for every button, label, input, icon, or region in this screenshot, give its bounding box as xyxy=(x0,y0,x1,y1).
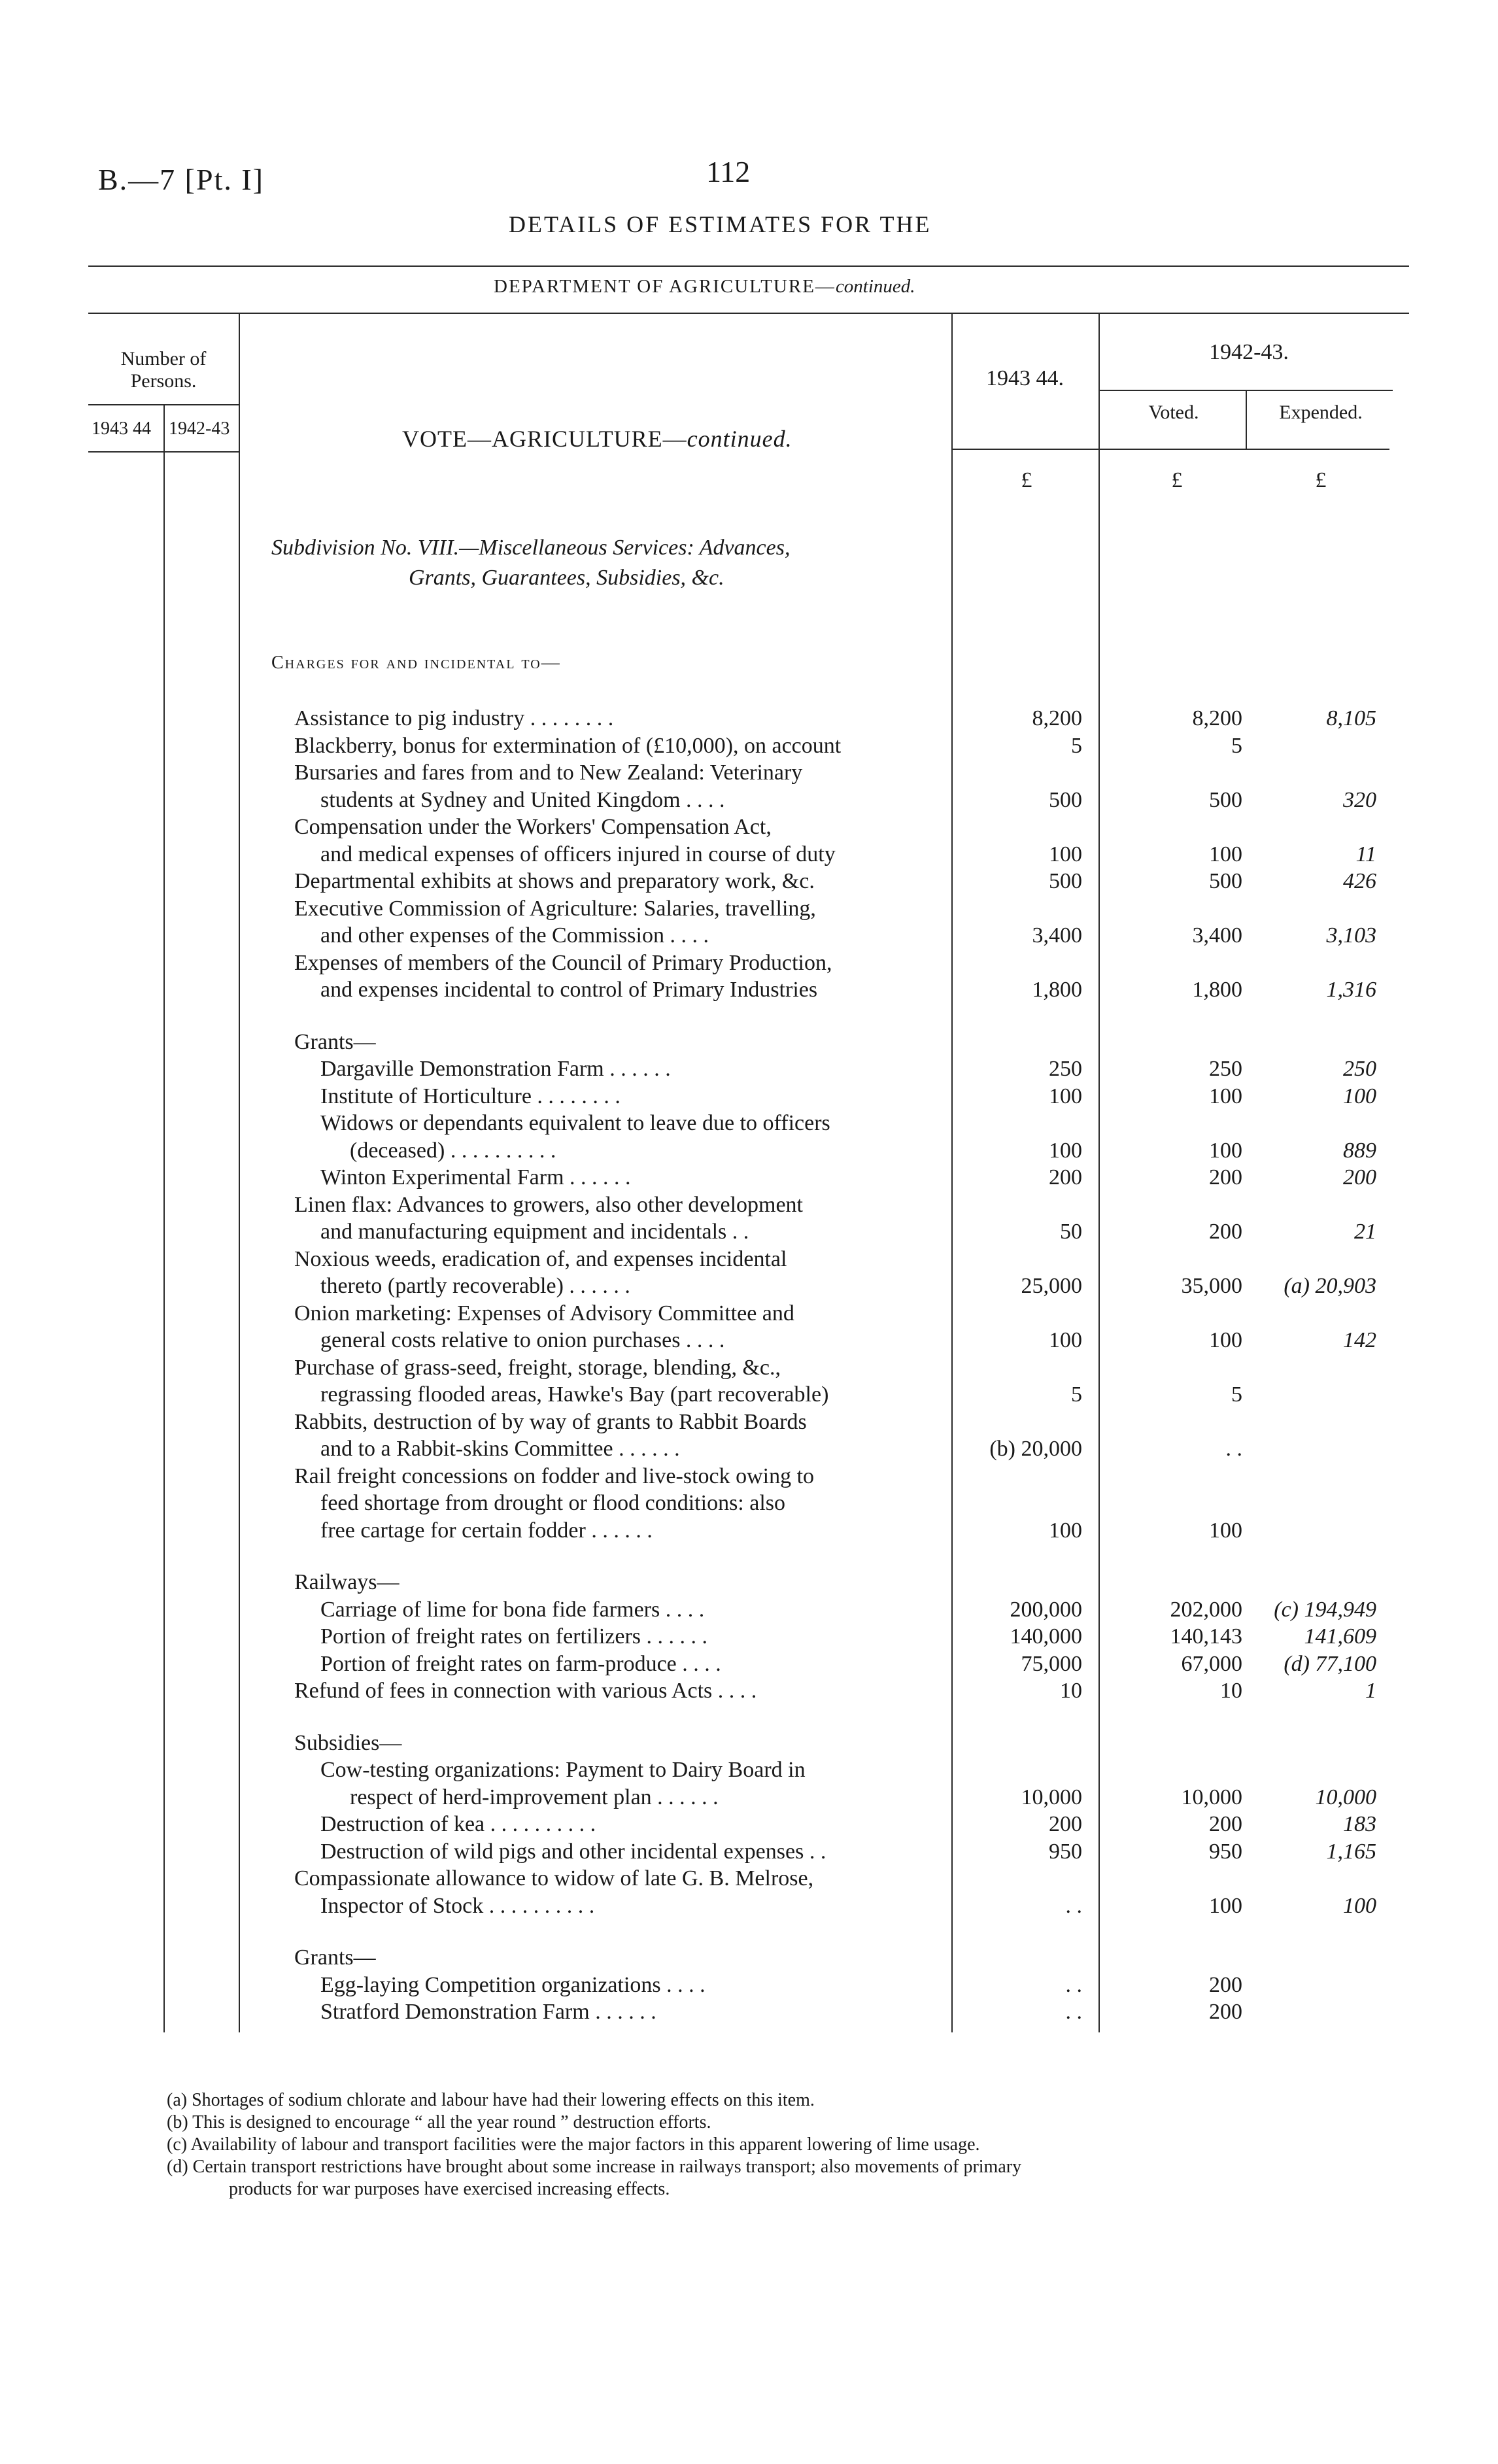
persons-year-b: 1942-43 xyxy=(169,419,230,439)
row-label: and manufacturing equipment and incidentals . . xyxy=(320,1220,749,1244)
table-row xyxy=(0,1677,1498,1705)
document-code: B.—7 [Pt. I] xyxy=(98,163,264,196)
table-row xyxy=(0,922,1498,950)
row-label: Cow-testing organizations: Payment to Dairy Board in xyxy=(320,1758,806,1782)
pound-sign-expended: £ xyxy=(1315,468,1327,492)
row-label: Grants— xyxy=(294,1945,376,1970)
table-row xyxy=(0,813,1498,841)
row-label: Blackberry, bonus for extermination of (£10,000), on account xyxy=(294,734,842,758)
estimate-value: 100 xyxy=(1049,1084,1082,1108)
expended-value: 889 xyxy=(1343,1138,1376,1163)
table-row xyxy=(0,1651,1498,1678)
voted-value: 500 xyxy=(1209,788,1242,812)
page-title: DETAILS OF ESTIMATES FOR THE xyxy=(509,211,932,237)
table-row xyxy=(0,787,1498,814)
voted-value: 100 xyxy=(1209,1084,1242,1108)
voted-value: 250 xyxy=(1209,1057,1242,1081)
estimate-value: (b) 20,000 xyxy=(989,1437,1082,1461)
expended-value: (d) 77,100 xyxy=(1284,1652,1376,1676)
table-row xyxy=(0,1811,1498,1838)
voted-value: 1,800 xyxy=(1192,978,1242,1002)
table-row xyxy=(0,1191,1498,1219)
estimate-value: 200 xyxy=(1049,1165,1082,1189)
voted-value: 8,200 xyxy=(1192,706,1242,730)
row-label: regrassing flooded areas, Hawke's Bay (part recoverable) xyxy=(320,1382,829,1407)
table-row xyxy=(0,868,1498,895)
rule-top xyxy=(88,265,1409,267)
expended-value: (c) 194,949 xyxy=(1274,1598,1376,1622)
voted-value: 3,400 xyxy=(1192,923,1242,948)
row-label: Onion marketing: Expenses of Advisory Committee and xyxy=(294,1301,794,1326)
subdivision-heading xyxy=(271,533,958,593)
rule-money-bottom xyxy=(951,449,1389,450)
table-row xyxy=(0,1838,1498,1866)
table-row xyxy=(0,976,1498,1004)
estimate-value: 5 xyxy=(1071,734,1082,758)
table-row xyxy=(0,1029,1498,1056)
estimate-value: 140,000 xyxy=(1010,1624,1082,1649)
row-label: Executive Commission of Agriculture: Salaries, travelling, xyxy=(294,897,816,921)
expended-value: 10,000 xyxy=(1315,1785,1376,1809)
expended-value: (a) 20,903 xyxy=(1284,1274,1376,1298)
table-row xyxy=(0,1055,1498,1083)
estimate-value: . . xyxy=(1065,1973,1082,1997)
row-label: Destruction of wild pigs and other incidental expenses . . xyxy=(320,1839,826,1864)
voted-value: 10,000 xyxy=(1181,1785,1242,1809)
estimate-value: 100 xyxy=(1049,842,1082,866)
expended-value: 200 xyxy=(1343,1165,1376,1189)
expended-value: 21 xyxy=(1354,1220,1376,1244)
voted-value: 950 xyxy=(1209,1839,1242,1864)
estimate-value: . . xyxy=(1065,2000,1082,2024)
table-row xyxy=(0,732,1498,760)
estimate-value: 200 xyxy=(1049,1812,1082,1836)
row-label: Portion of freight rates on farm-produce . . . . xyxy=(320,1652,721,1676)
voted-value: 67,000 xyxy=(1181,1652,1242,1676)
expended-header: Expended. xyxy=(1279,402,1363,423)
voted-value: 5 xyxy=(1231,734,1242,758)
estimate-value: 10 xyxy=(1060,1679,1082,1703)
voted-value: 100 xyxy=(1209,1894,1242,1918)
row-label: Rabbits, destruction of by way of grants to Rabbit Boards xyxy=(294,1410,807,1434)
table-row xyxy=(0,1944,1498,1972)
rule-dept xyxy=(88,313,1409,314)
footnote: (d) Certain transport restrictions have brought about some increase in railways transport; also movements of primary xyxy=(167,2157,1022,2177)
voted-value: 202,000 xyxy=(1170,1598,1242,1622)
expended-value: 8,105 xyxy=(1326,706,1376,730)
persons-header: Number of Persons. xyxy=(120,348,207,392)
table-row xyxy=(0,1327,1498,1354)
table-row xyxy=(0,1463,1498,1490)
table-row xyxy=(0,1409,1498,1436)
estimate-value: 5 xyxy=(1071,1382,1082,1407)
expended-value: 1,165 xyxy=(1326,1839,1376,1864)
charges-heading: Charges for and incidental to— xyxy=(271,653,561,673)
voted-value: 100 xyxy=(1209,842,1242,866)
voted-value: 35,000 xyxy=(1181,1274,1242,1298)
expended-value: 100 xyxy=(1343,1894,1376,1918)
row-label: Refund of fees in connection with various Acts . . . . xyxy=(294,1679,757,1703)
estimate-value: 25,000 xyxy=(1021,1274,1082,1298)
voted-value: 100 xyxy=(1209,1518,1242,1543)
table-row xyxy=(0,1137,1498,1165)
row-label: Institute of Horticulture . . . . . . . . xyxy=(320,1084,621,1108)
row-label: Noxious weeds, eradication of, and expenses incidental xyxy=(294,1247,787,1271)
row-label: Purchase of grass-seed, freight, storage, blending, &c., xyxy=(294,1356,781,1380)
table-row xyxy=(0,895,1498,923)
row-label: and medical expenses of officers injured in course of duty xyxy=(320,842,836,866)
estimate-year-header: 1943 44. xyxy=(986,366,1064,390)
estimate-value: 500 xyxy=(1049,788,1082,812)
footnote: (a) Shortages of sodium chlorate and labour have had their lowering effects on this item. xyxy=(167,2090,815,2110)
row-label: students at Sydney and United Kingdom . . . . xyxy=(320,788,725,812)
expended-value: 3,103 xyxy=(1326,923,1376,948)
estimate-value: . . xyxy=(1065,1894,1082,1918)
row-label: Subsidies— xyxy=(294,1731,402,1755)
estimate-value: 100 xyxy=(1049,1518,1082,1543)
voted-value: 5 xyxy=(1231,1382,1242,1407)
department-name: DEPARTMENT OF AGRICULTURE— xyxy=(494,276,836,297)
row-label: Departmental exhibits at shows and preparatory work, &c. xyxy=(294,869,815,893)
expended-value: 183 xyxy=(1343,1812,1376,1836)
expended-value: 142 xyxy=(1343,1328,1376,1352)
table-row xyxy=(0,1569,1498,1596)
estimate-value: 500 xyxy=(1049,869,1082,893)
vote-continued: continued. xyxy=(687,426,792,452)
row-label: Railways— xyxy=(294,1570,400,1594)
table-row xyxy=(0,1517,1498,1545)
voted-value: 100 xyxy=(1209,1138,1242,1163)
estimate-value: 8,200 xyxy=(1032,706,1082,730)
table-row xyxy=(0,1784,1498,1811)
row-label: Grants— xyxy=(294,1030,376,1054)
table-row xyxy=(0,1273,1498,1300)
voted-value: 200 xyxy=(1209,1220,1242,1244)
row-label: Compensation under the Workers' Compensation Act, xyxy=(294,815,772,839)
row-label: Compassionate allowance to widow of late G. B. Melrose, xyxy=(294,1866,814,1891)
table-row xyxy=(0,841,1498,868)
table-row xyxy=(0,759,1498,787)
voted-header: Voted. xyxy=(1148,402,1199,423)
footnote: products for war purposes have exercised increasing effects. xyxy=(229,2179,670,2199)
estimate-value: 10,000 xyxy=(1021,1785,1082,1809)
table-row xyxy=(0,1246,1498,1273)
row-label: Expenses of members of the Council of Primary Production, xyxy=(294,951,832,975)
expended-value: 11 xyxy=(1355,842,1376,866)
estimate-value: 1,800 xyxy=(1032,978,1082,1002)
row-label: respect of herd-improvement plan . . . . . . xyxy=(350,1785,719,1809)
voted-value: 200 xyxy=(1209,1812,1242,1836)
estimate-value: 250 xyxy=(1049,1057,1082,1081)
estimate-value: 950 xyxy=(1049,1839,1082,1864)
row-label: Carriage of lime for bona fide farmers . . . . xyxy=(320,1598,705,1622)
row-label: Dargaville Demonstration Farm . . . . . . xyxy=(320,1057,671,1081)
table-row xyxy=(0,1998,1498,2026)
row-label: Inspector of Stock . . . . . . . . . . xyxy=(320,1894,595,1918)
table-row xyxy=(0,1218,1498,1246)
voted-value: 200 xyxy=(1209,1973,1242,1997)
row-label: general costs relative to onion purchases . . . . xyxy=(320,1328,725,1352)
row-label: and expenses incidental to control of Primary Industries xyxy=(320,978,818,1002)
expended-value: 426 xyxy=(1343,869,1376,893)
table-row xyxy=(0,1623,1498,1651)
row-label: (deceased) . . . . . . . . . . xyxy=(350,1138,556,1163)
row-label: free cartage for certain fodder . . . . . . xyxy=(320,1518,653,1543)
previous-year-header: 1942-43. xyxy=(1209,340,1289,364)
footnote: (b) This is designed to encourage “ all the year round ” destruction efforts. xyxy=(167,2112,711,2132)
estimate-value: 200,000 xyxy=(1010,1598,1082,1622)
row-label: and other expenses of the Commission . . . . xyxy=(320,923,709,948)
row-label: Rail freight concessions on fodder and live-stock owing to xyxy=(294,1464,815,1488)
table-row xyxy=(0,1756,1498,1784)
row-label: Portion of freight rates on fertilizers . . . . . . xyxy=(320,1624,708,1649)
subdivision-line-1: Subdivision No. VIII.—Miscellaneous Services: Advances, xyxy=(271,536,791,560)
row-label: Winton Experimental Farm . . . . . . xyxy=(320,1165,631,1189)
table-row xyxy=(0,1083,1498,1110)
vote-name: VOTE—AGRICULTURE— xyxy=(402,426,687,452)
expended-value: 141,609 xyxy=(1304,1624,1376,1649)
estimate-value: 3,400 xyxy=(1032,923,1082,948)
voted-value: 100 xyxy=(1209,1328,1242,1352)
row-label: thereto (partly recoverable) . . . . . . xyxy=(320,1274,630,1298)
row-label: Widows or dependants equivalent to leave due to officers xyxy=(320,1111,830,1135)
table-row xyxy=(0,1354,1498,1382)
table-row xyxy=(0,1490,1498,1517)
row-label: Destruction of kea . . . . . . . . . . xyxy=(320,1812,596,1836)
row-label: Linen flax: Advances to growers, also other development xyxy=(294,1193,803,1217)
table-row xyxy=(0,1164,1498,1191)
department-continued: continued. xyxy=(835,276,915,297)
table-row xyxy=(0,1110,1498,1137)
estimate-value: 75,000 xyxy=(1021,1652,1082,1676)
table-row xyxy=(0,1730,1498,1757)
footnote: (c) Availability of labour and transport facilities were the major factors in this apparent lowering of lime usage. xyxy=(167,2134,980,2155)
voted-value: 200 xyxy=(1209,2000,1242,2024)
table-row xyxy=(0,1381,1498,1409)
table-row xyxy=(0,1972,1498,1999)
table-row xyxy=(0,1596,1498,1624)
pound-sign-voted: £ xyxy=(1171,468,1183,492)
estimate-value: 100 xyxy=(1049,1328,1082,1352)
expended-value: 1 xyxy=(1365,1679,1376,1703)
table-row xyxy=(0,1865,1498,1892)
expended-value: 250 xyxy=(1343,1057,1376,1081)
table-row xyxy=(0,705,1498,732)
estimate-value: 100 xyxy=(1049,1138,1082,1163)
row-label: Bursaries and fares from and to New Zealand: Veterinary xyxy=(294,761,803,785)
persons-year-a: 1943 44 xyxy=(92,419,151,439)
voted-value: 500 xyxy=(1209,869,1242,893)
row-label: feed shortage from drought or flood conditions: also xyxy=(320,1491,786,1515)
table-row xyxy=(0,950,1498,977)
row-label: Stratford Demonstration Farm . . . . . . xyxy=(320,2000,656,2024)
rule-col-voted-right xyxy=(1246,390,1247,449)
pound-sign-est: £ xyxy=(1021,468,1032,492)
row-label: and to a Rabbit-skins Committee . . . . . . xyxy=(320,1437,680,1461)
row-label: Assistance to pig industry . . . . . . . . xyxy=(294,706,614,730)
expended-value: 320 xyxy=(1343,788,1376,812)
subdivision-line-2: Grants, Guarantees, Subsidies, &c. xyxy=(409,566,724,590)
department-heading xyxy=(494,276,915,298)
voted-value: 10 xyxy=(1220,1679,1242,1703)
voted-value: 200 xyxy=(1209,1165,1242,1189)
voted-value: . . xyxy=(1225,1437,1242,1461)
estimate-value: 50 xyxy=(1060,1220,1082,1244)
expended-value: 100 xyxy=(1343,1084,1376,1108)
table-row xyxy=(0,1435,1498,1463)
voted-value: 140,143 xyxy=(1170,1624,1242,1649)
vote-title xyxy=(402,425,792,453)
page-number: 112 xyxy=(706,155,751,188)
table-row xyxy=(0,1892,1498,1920)
table-row xyxy=(0,1300,1498,1327)
expended-value: 1,316 xyxy=(1326,978,1376,1002)
row-label: Egg-laying Competition organizations . . . . xyxy=(320,1973,706,1997)
